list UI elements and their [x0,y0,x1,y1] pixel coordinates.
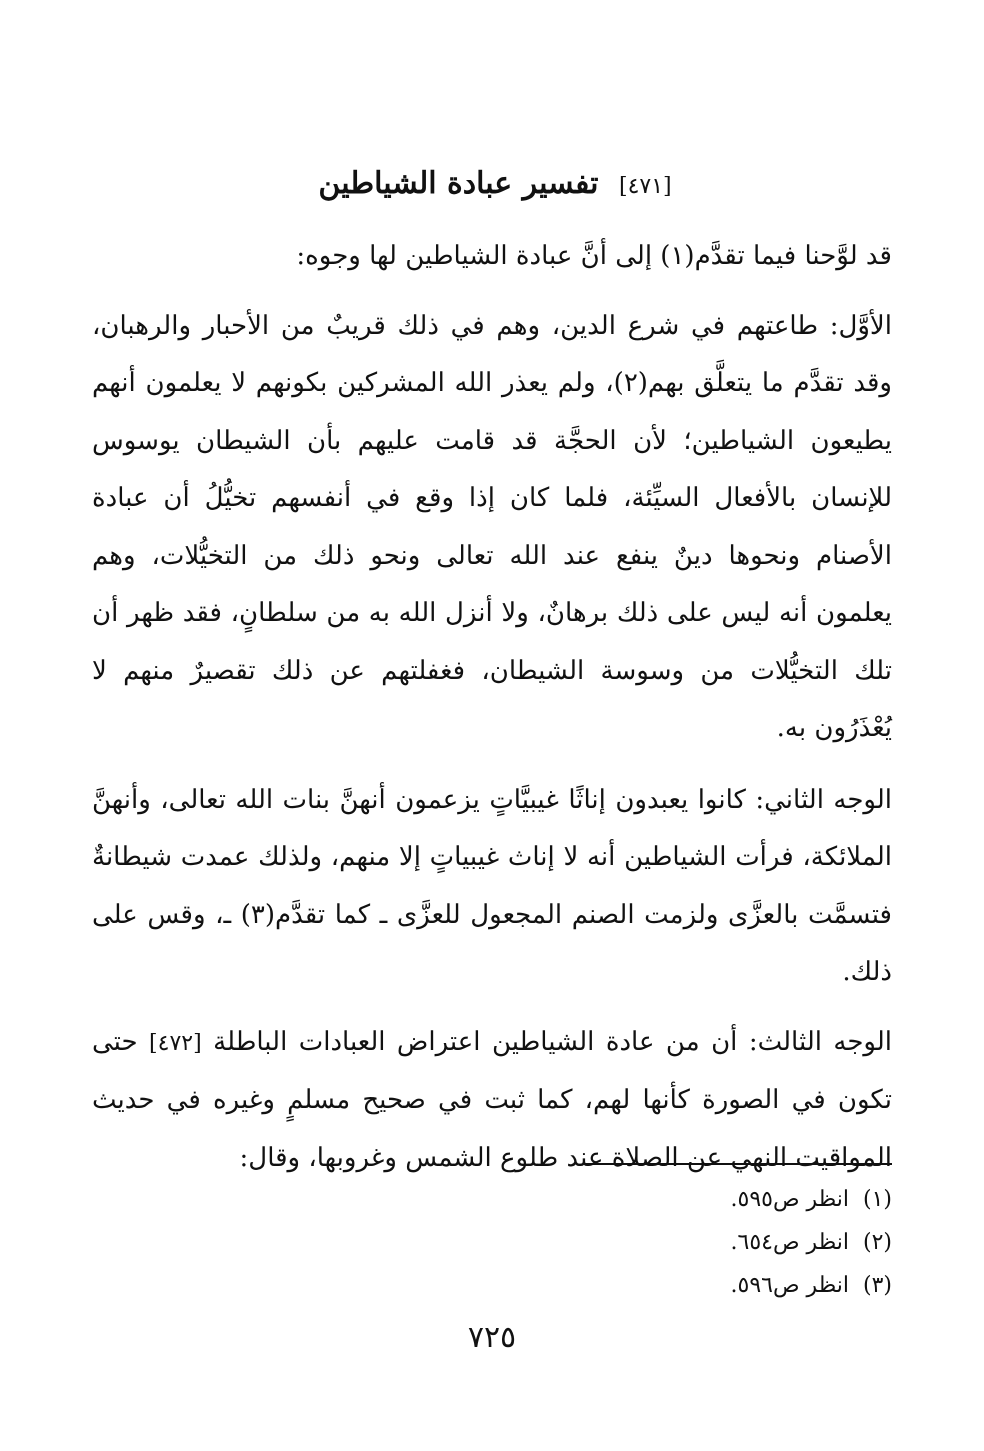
section-number: [٤٧١] [618,174,672,199]
footnote-text: انظر ص٦٥٤. [730,1230,849,1255]
footnote-separator [585,1163,892,1165]
section-heading [100,160,890,211]
footnote-item [492,1264,892,1307]
footnote-text: انظر ص٥٩٦. [730,1273,849,1298]
footnote-text: انظر ص٥٩٥. [730,1187,849,1212]
main-text [92,228,892,1197]
page-number: ٧٢٥ [467,1320,517,1355]
footnotes [492,1178,892,1307]
footnote-number: (١) [862,1187,892,1212]
third-aspect-continuation: حتى تكون في الصورة كأنها لهم، كما ثبت في صحيح مسلمٍ وغيره في حديث المواقيت النهي عن الصلاة عند طلوع الشمس وغروبها، وقال: [92,1026,892,1173]
third-aspect-text: الوجه الثالث: أن من عادة الشياطين اعتراض العبادات الباطلة [213,1026,893,1057]
first-aspect-paragraph: الأوَّل: طاعتهم في شرع الدين، وهم في ذلك قريبٌ من الأحبار والرهبان، وقد تقدَّم ما يتعلَّق بهم(٢)، ولم يعذر الله المشركين بكونهم لا يعلمون أنهم يطيعون الشياطين؛ لأن الحجَّة قد قامت عليهم بأن الشيطان يوسوس للإنسان بالأفعال السيِّئة، فلما كان إذا وقع في أنفسهم تخيُّلُ أن عبادة الأصنام ونحوها دينٌ ينفع عند الله تعالى ونحو ذلك من التخيُّلات، وهم يعلمون أنه ليس على ذلك برهانٌ، ولا أنزل الله به من سلطانٍ، فقد ظهر أن تلك التخيُّلات من وسوسة الشيطان، فغفلتهم عن ذلك تقصيرٌ منهم لا يُعْذَرُون به. [92,310,892,743]
footnote-item [492,1178,892,1221]
section-title: تفسير عبادة الشياطين [318,166,599,201]
footnote-number: (٢) [862,1230,892,1255]
second-aspect-paragraph: الوجه الثاني: كانوا يعبدون إناثًا غيبيَّاتٍ يزعمون أنهنَّ بنات الله تعالى، وأنهنَّ الملائكة، فرأت الشياطين أنه لا إناث غيبياتٍ إلا منهم، ولذلك عمدت شيطانةٌ فتسمَّت بالعزَّى ولزمت الصنم المجعول للعزَّى ـ كما تقدَّم(٣) ـ، وقس على ذلك. [92,784,892,987]
third-aspect-paragraph [92,1014,892,1188]
intro-paragraph: قد لوَّحنا فيما تقدَّم(١) إلى أنَّ عبادة الشياطين لها وجوه: [296,241,892,271]
footnote-number: (٣) [862,1273,892,1298]
footnote-item [492,1221,892,1264]
inline-section-number: [٤٧٢] [149,1030,202,1056]
